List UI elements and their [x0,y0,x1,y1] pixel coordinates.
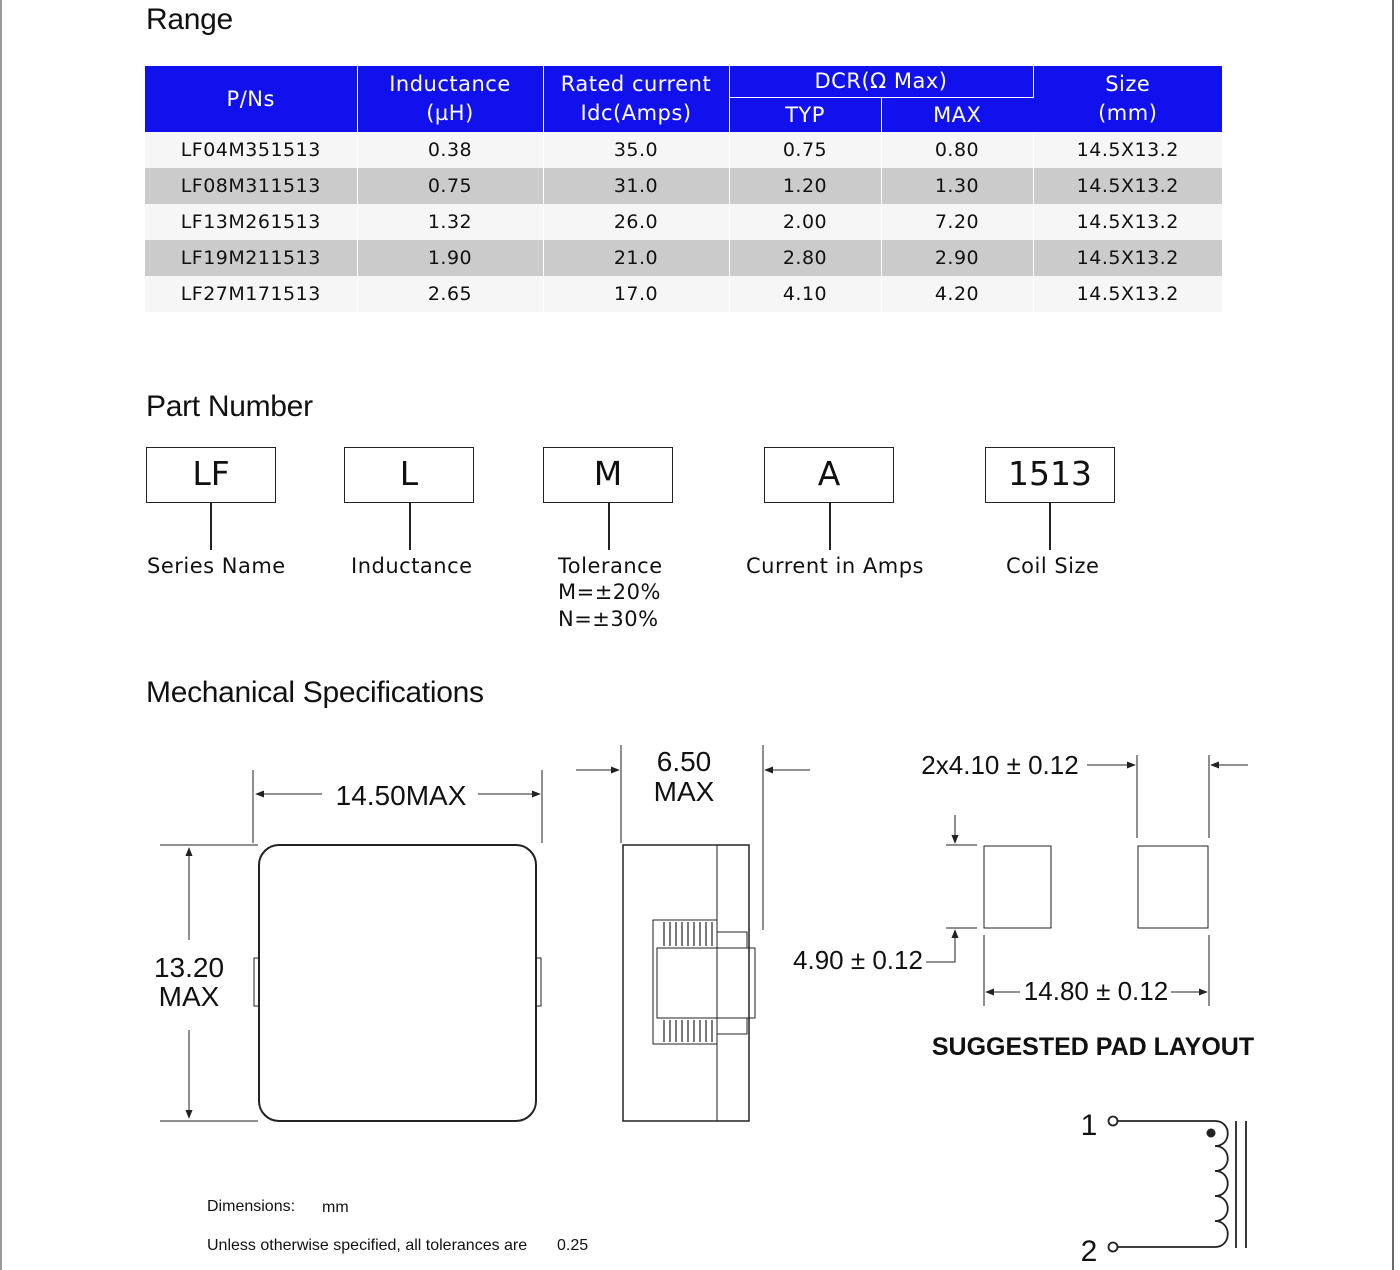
part-number-heading: Part Number [146,390,313,423]
pad-layout [926,755,1248,1006]
tolerance-option-n: N=±30% [558,607,659,631]
cell-rated-current: 35.0 [543,132,729,168]
cell-dcr-max: 1.30 [881,168,1033,204]
cell-pn: LF08M311513 [145,168,357,204]
label-tolerance: Tolerance [558,554,663,578]
cell-size: 14.5X13.2 [1033,204,1222,240]
height-dimension: 13.20 [153,952,225,983]
tolerance-note: Unless otherwise specified, all tolerances are [207,1237,528,1254]
cell-rated-current: 31.0 [543,168,729,204]
cell-size: 14.5X13.2 [1033,276,1222,312]
top-view [160,770,542,1121]
cell-pn: LF13M261513 [145,204,357,240]
header-pn: P/Ns [145,66,357,132]
cell-size: 14.5X13.2 [1033,240,1222,276]
part-code-tolerance: M [543,447,673,503]
pad-layout-title: SUGGESTED PAD LAYOUT [931,1033,1255,1061]
header-size: Size (mm) [1033,66,1222,132]
pin-1-label: 1 [1080,1109,1098,1142]
depth-dimension: 6.50 [656,746,712,777]
cell-pn: LF27M171513 [145,276,357,312]
cell-dcr-max: 4.20 [881,276,1033,312]
dimensions-unit: mm [322,1199,349,1216]
cell-pn: LF19M211513 [145,240,357,276]
cell-rated-current: 26.0 [543,204,729,240]
cell-inductance: 2.65 [357,276,543,312]
label-current: Current in Amps [746,554,924,578]
cell-rated-current: 17.0 [543,276,729,312]
header-dcr-max: MAX [881,98,1033,133]
part-code-current: A [764,447,894,503]
part-code-series: LF [146,447,276,503]
width-dimension: 14.50MAX [335,780,467,811]
label-inductance: Inductance [351,554,473,578]
cell-inductance: 1.90 [357,240,543,276]
pin-2-label: 2 [1080,1235,1098,1268]
cell-dcr-max: 7.20 [881,204,1033,240]
cell-rated-current: 21.0 [543,240,729,276]
cell-dcr-typ: 0.75 [729,132,881,168]
label-coil-size: Coil Size [1006,554,1100,578]
inductor-schematic [1109,1117,1247,1252]
cell-pn: LF04M351513 [145,132,357,168]
cell-dcr-typ: 2.80 [729,240,881,276]
height-dimension-max: MAX [158,981,220,1012]
cell-dcr-max: 2.90 [881,240,1033,276]
label-series-name: Series Name [147,554,286,578]
cell-inductance: 0.38 [357,132,543,168]
cell-inductance: 1.32 [357,204,543,240]
cell-dcr-max: 0.80 [881,132,1033,168]
range-heading: Range [146,3,233,36]
header-dcr: DCR(Ω Max) [729,66,1033,98]
mechanical-heading: Mechanical Specifications [146,676,484,709]
header-dcr-typ: TYP [729,98,881,133]
header-inductance: Inductance (µH) [357,66,543,132]
cell-dcr-typ: 4.10 [729,276,881,312]
pad-width-dimension: 2x4.10 ± 0.12 [921,750,1079,780]
cell-dcr-typ: 2.00 [729,204,881,240]
depth-dimension-max: MAX [653,776,715,807]
dimensions-label: Dimensions: [207,1198,296,1215]
cell-inductance: 0.75 [357,168,543,204]
cell-size: 14.5X13.2 [1033,132,1222,168]
pad-spacing-dimension: 14.80 ± 0.12 [1023,976,1169,1006]
header-rated-current: Rated current Idc(Amps) [543,66,729,132]
part-code-coil-size: 1513 [985,447,1115,503]
pad-height-dimension: 4.90 ± 0.12 [793,945,923,975]
tolerance-value: 0.25 [557,1237,589,1254]
cell-size: 14.5X13.2 [1033,168,1222,204]
part-code-inductance: L [344,447,474,503]
cell-dcr-typ: 1.20 [729,168,881,204]
tolerance-option-m: M=±20% [558,580,661,604]
